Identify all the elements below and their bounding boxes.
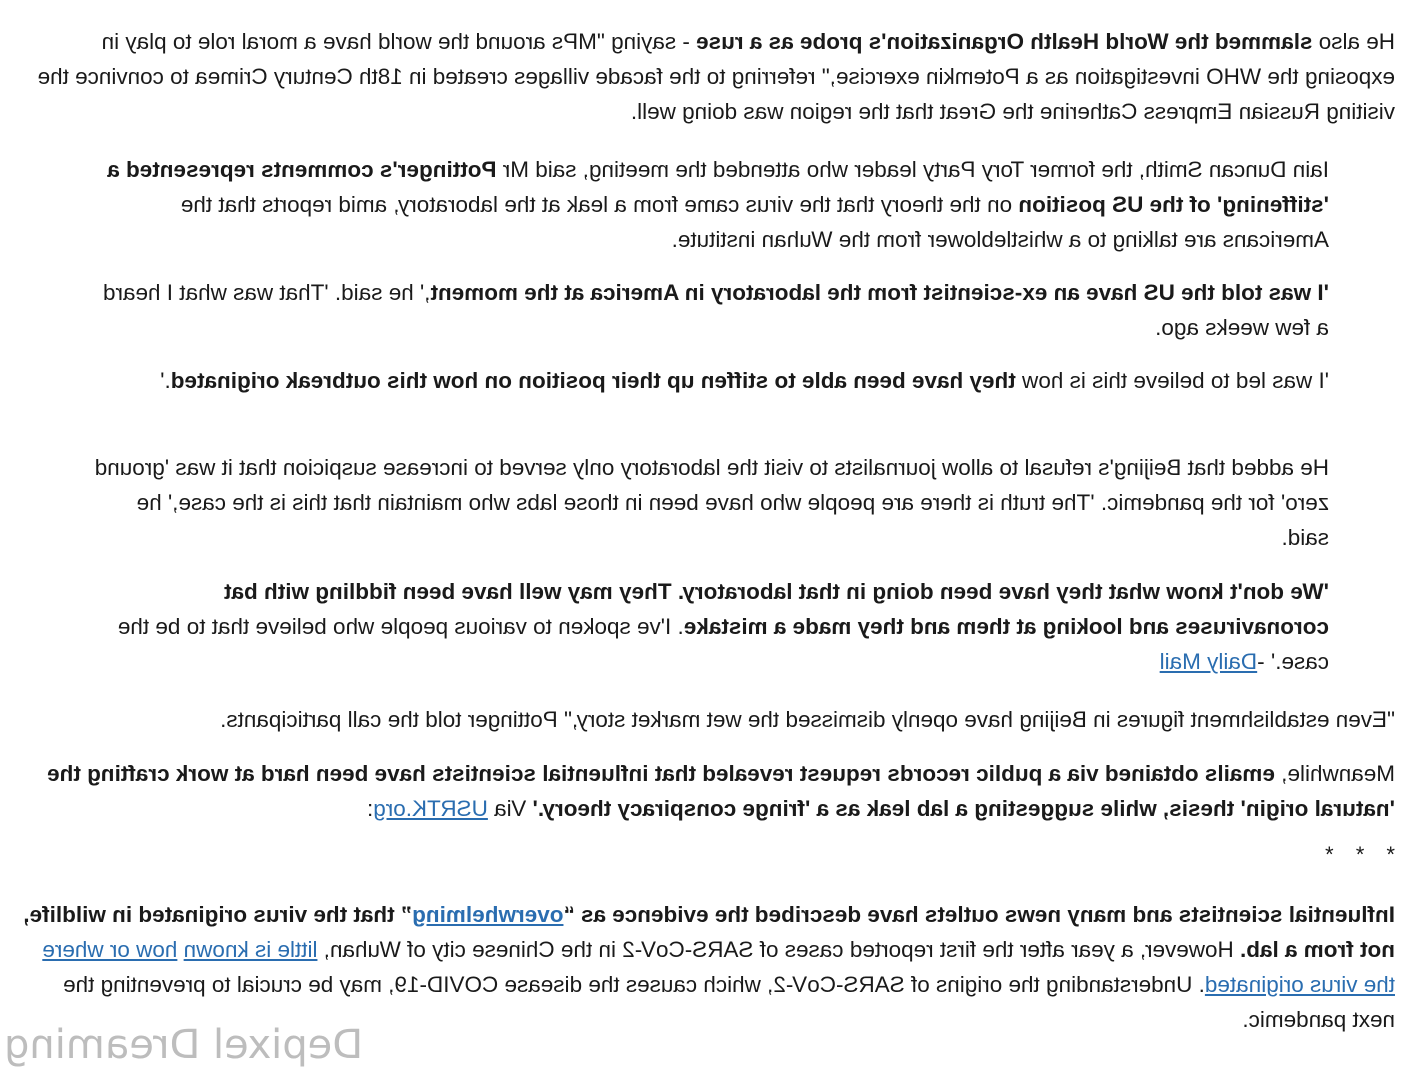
emphasis-text: slammed the World Health Organization's probe as a ruse bbox=[696, 29, 1313, 54]
emphasis-text: 'I was told the US have an ex-scientist from the laboratory in America at the moment bbox=[430, 280, 1329, 305]
little-is-known-link[interactable]: little is known bbox=[183, 937, 318, 962]
how-or-where-link[interactable]: how or where bbox=[42, 937, 178, 962]
emphasis-text: ” that the virus originated in wildlife, not from a lab. bbox=[23, 902, 1395, 962]
daily-mail-link[interactable]: Daily Mail bbox=[1159, 649, 1258, 674]
paragraph-wet-market: "Even establishment figures in Beijing have openly dismissed the wet market story," Pottinger told the call participants. bbox=[220, 707, 1395, 732]
emphasis-text: emails obtained via a public records request revealed that influential scientists have been hard at work crafting the 'natural origin' thesis, while suggesting a lab leak as a 'fringe conspiracy theory.' bbox=[47, 761, 1395, 821]
virus-originated-link[interactable]: the virus originated bbox=[1204, 972, 1395, 997]
emphasis-text: 'We don't know what they have been doing in that laboratory. They may well have been fiddling with bat coronaviruses and looking at them and they made a mistake bbox=[223, 579, 1329, 639]
paragraph-duncan-smith: Iain Duncan Smith, the former Tory Party leader who attended the meeting, said Mr Pottinger's comments represented a 'stiffening' of the US position on the theory that the virus came from a leak at the laboratory, amid reports that the Americans are talking to a whistleblower from the Wuhan institute. bbox=[107, 157, 1329, 252]
watermark-text: Depixel Dreaming bbox=[4, 1022, 364, 1068]
paragraph-who-probe: He also slammed the World Health Organization's probe as a ruse - saying "MPs around the world have a moral role to play in exposing the WHO investigation as a Potemkin exercise," referring to the facade villages created in 18th Century Crimea to convince the visiting Russian Empress Catherine the Great that the region was doing well. bbox=[37, 29, 1395, 124]
emphasis-text: they have been able to stiffen up their position on how this outbreak originated bbox=[170, 368, 1016, 393]
section-separator: * * * bbox=[1317, 842, 1395, 867]
paragraph-stiffen-position: 'I was led to believe this is how they have been able to stiffen up their position on how this outbreak originated.' bbox=[160, 368, 1329, 393]
overwhelming-link[interactable]: overwhelming bbox=[412, 902, 564, 927]
paragraph-origins: Influential scientists and many news outlets have described the evidence as “overwhelming” that the virus originated in wildlife, not from a lab. However, a year after the first reported cases of SARS-CoV-2 in the Chinese city of Wuhan, little is known how or where the virus originated. Understanding the origins of SARS-CoV-2, which causes the disease COVID-19, may be crucial to preventing the next pandemic. bbox=[23, 902, 1395, 1032]
paragraph-emails: Meanwhile, emails obtained via a public records request revealed that influential scientists have been hard at work crafting the 'natural origin' thesis, while suggesting a lab leak as a 'fringe conspiracy theory.' Via USRTK.org: bbox=[47, 761, 1395, 821]
paragraph-ex-scientist: 'I was told the US have an ex-scientist from the laboratory in America at the moment,' he said. 'That was what I heard a few weeks ago. bbox=[103, 280, 1329, 340]
paragraph-beijing-refusal: He added that Beijing's refusal to allow journalists to visit the laboratory only served to increase suspicion that it was 'ground zero' for the pandemic. 'The truth is there are people who have been in those labs who maintain that this is the case,' he said. bbox=[94, 455, 1329, 550]
emphasis-text: Pottinger's comments represented a 'stiffening' of the US position bbox=[107, 157, 1329, 217]
emphasis-text: Influential scientists and many news outlets have described the evidence as “ bbox=[563, 902, 1395, 927]
usrtk-link[interactable]: USRTK.org bbox=[373, 796, 488, 821]
paragraph-bat-coronaviruses: 'We don't know what they have been doing in that laboratory. They may well have been fiddling with bat coronaviruses and looking at them and they made a mistake. I've spoken to various people who believe that to be the case.' -Daily Mail bbox=[117, 579, 1329, 674]
